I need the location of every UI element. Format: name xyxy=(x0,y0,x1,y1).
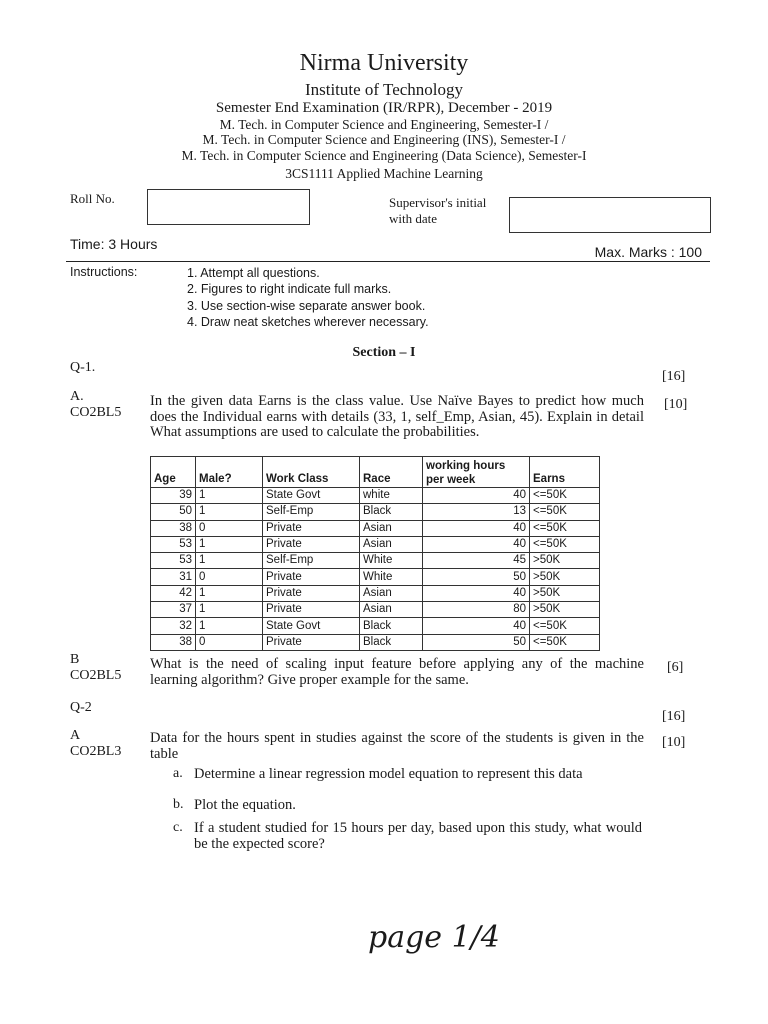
q1b-label: B xyxy=(70,652,80,667)
table-cell: White xyxy=(360,553,423,569)
table-cell: 38 xyxy=(151,520,196,536)
institute-name: Institute of Technology xyxy=(304,80,464,99)
q1a-text: In the given data Earns is the class value. Use Naïve Bayes to predict how much does the Individual earns with details (33, 1, self_Emp, Asian, 45). Explain in detail What assumptions are used to calculate the probabilities. xyxy=(150,393,644,440)
header-working-hours: working hours per week xyxy=(423,457,530,488)
table-cell: 13 xyxy=(423,504,530,520)
table-cell: 0 xyxy=(196,634,263,650)
table-cell: 40 xyxy=(423,488,530,504)
q2a-sub-label: a. xyxy=(173,766,183,781)
q2a-co: CO2BL3 xyxy=(70,744,122,759)
table-cell: 1 xyxy=(196,504,263,520)
table-cell: 1 xyxy=(196,602,263,618)
instruction-item: 1. Attempt all questions. xyxy=(187,266,320,280)
table-cell: State Govt xyxy=(263,488,360,504)
table-row xyxy=(151,618,600,634)
instruction-item: 2. Figures to right indicate full marks. xyxy=(187,282,392,296)
table-cell: 50 xyxy=(151,504,196,520)
table-row xyxy=(151,488,600,504)
table-row xyxy=(151,569,600,585)
q2a-marks: [10] xyxy=(662,735,686,750)
table-cell: 40 xyxy=(423,618,530,634)
table-cell: <=50K xyxy=(530,536,600,552)
table-cell: 40 xyxy=(423,585,530,601)
q2-label: Q-2 xyxy=(70,700,92,715)
q2a-text: Data for the hours spent in studies against the score of the students is given in the table xyxy=(150,730,644,762)
q1a-marks: [10] xyxy=(664,397,688,412)
roll-no-label: Roll No. xyxy=(70,191,115,206)
instructions-label: Instructions: xyxy=(70,265,138,279)
table-cell: Black xyxy=(360,634,423,650)
table-cell: White xyxy=(360,569,423,585)
header-work-class: Work Class xyxy=(263,457,360,488)
table-cell: Asian xyxy=(360,520,423,536)
table-cell: 1 xyxy=(196,536,263,552)
q2-marks: [16] xyxy=(662,709,686,724)
table-cell: 0 xyxy=(196,569,263,585)
instruction-item: 3. Use section-wise separate answer book. xyxy=(187,299,426,313)
table-cell: State Govt xyxy=(263,618,360,634)
table-cell: white xyxy=(360,488,423,504)
supervisor-box[interactable] xyxy=(509,197,711,233)
table-cell: 42 xyxy=(151,585,196,601)
table-cell: 31 xyxy=(151,569,196,585)
supervisor-label: Supervisor's initial xyxy=(389,195,487,210)
table-cell: Private xyxy=(263,602,360,618)
header-male: Male? xyxy=(196,457,263,488)
q1-label: Q-1. xyxy=(70,360,96,375)
header-earns: Earns xyxy=(530,457,600,488)
table-cell: <=50K xyxy=(530,618,600,634)
table-cell: 1 xyxy=(196,618,263,634)
program-line-3: M. Tech. in Computer Science and Engineering (Data Science), Semester-I xyxy=(181,148,587,163)
table-row xyxy=(151,585,600,601)
table-cell: >50K xyxy=(530,569,600,585)
roll-no-box[interactable] xyxy=(147,189,310,225)
handwritten-page-number: page 1/4 xyxy=(368,920,500,955)
table-cell: >50K xyxy=(530,553,600,569)
table-cell: 1 xyxy=(196,488,263,504)
table-cell: 1 xyxy=(196,553,263,569)
q1a-label: A. xyxy=(70,389,84,404)
table-cell: 38 xyxy=(151,634,196,650)
table-cell: >50K xyxy=(530,585,600,601)
table-row xyxy=(151,504,600,520)
section-title: Section – I xyxy=(352,345,416,360)
table-cell: <=50K xyxy=(530,504,600,520)
q2a-sub-text: Plot the equation. xyxy=(194,797,296,813)
table-cell: 80 xyxy=(423,602,530,618)
university-name: Nirma University xyxy=(299,50,469,76)
q1-marks: [16] xyxy=(662,369,686,384)
table-row xyxy=(151,634,600,650)
header-race: Race xyxy=(360,457,423,488)
naive-bayes-data-table xyxy=(150,456,600,651)
table-cell: Private xyxy=(263,634,360,650)
table-cell: 32 xyxy=(151,618,196,634)
table-cell: <=50K xyxy=(530,520,600,536)
table-cell: 39 xyxy=(151,488,196,504)
table-cell: 53 xyxy=(151,536,196,552)
header-rule xyxy=(66,261,710,262)
q2a-sub-label: b. xyxy=(173,797,184,812)
q2a-sub-label: c. xyxy=(173,820,183,835)
table-cell: Asian xyxy=(360,536,423,552)
table-cell: Self-Emp xyxy=(263,553,360,569)
table-row xyxy=(151,553,600,569)
table-cell: 50 xyxy=(423,569,530,585)
max-marks: Max. Marks : 100 xyxy=(594,244,702,260)
exam-title: Semester End Examination (IR/RPR), December - 2019 xyxy=(215,100,553,116)
instruction-item: 4. Draw neat sketches wherever necessary. xyxy=(187,315,429,329)
q1a-co: CO2BL5 xyxy=(70,405,122,420)
table-cell: Private xyxy=(263,585,360,601)
program-line-2: M. Tech. in Computer Science and Engineering (INS), Semester-I / xyxy=(202,132,566,147)
table-row xyxy=(151,520,600,536)
table-cell: Self-Emp xyxy=(263,504,360,520)
table-cell: Private xyxy=(263,520,360,536)
table-cell: 50 xyxy=(423,634,530,650)
supervisor-label-date: with date xyxy=(389,211,438,226)
table-cell: Asian xyxy=(360,585,423,601)
q2a-label: A xyxy=(70,728,81,743)
table-cell: <=50K xyxy=(530,634,600,650)
table-cell: Black xyxy=(360,504,423,520)
q1b-marks: [6] xyxy=(667,660,684,675)
table-cell: 53 xyxy=(151,553,196,569)
table-cell: Private xyxy=(263,569,360,585)
table-header-row xyxy=(151,457,600,488)
table-cell: <=50K xyxy=(530,488,600,504)
q1b-co: CO2BL5 xyxy=(70,668,122,683)
table-cell: >50K xyxy=(530,602,600,618)
table-cell: 37 xyxy=(151,602,196,618)
table-row xyxy=(151,602,600,618)
header-age: Age xyxy=(151,457,196,488)
q1b-text: What is the need of scaling input feature before applying any of the machine learning algorithm? Give proper example for the same. xyxy=(150,656,644,688)
table-cell: 1 xyxy=(196,585,263,601)
program-line-1: M. Tech. in Computer Science and Engineering, Semester-I / xyxy=(219,117,549,132)
table-cell: 40 xyxy=(423,536,530,552)
table-cell: Private xyxy=(263,536,360,552)
q2a-sub-text: If a student studied for 15 hours per day, based upon this study, what would be the expected score? xyxy=(194,820,642,852)
table-cell: 45 xyxy=(423,553,530,569)
q2a-sub-text: Determine a linear regression model equation to represent this data xyxy=(194,766,583,782)
table-cell: Asian xyxy=(360,602,423,618)
table-cell: Black xyxy=(360,618,423,634)
table-cell: 40 xyxy=(423,520,530,536)
table-row xyxy=(151,536,600,552)
course-title: 3CS1111 Applied Machine Learning xyxy=(285,166,483,181)
table-cell: 0 xyxy=(196,520,263,536)
exam-time: Time: 3 Hours xyxy=(70,236,158,252)
